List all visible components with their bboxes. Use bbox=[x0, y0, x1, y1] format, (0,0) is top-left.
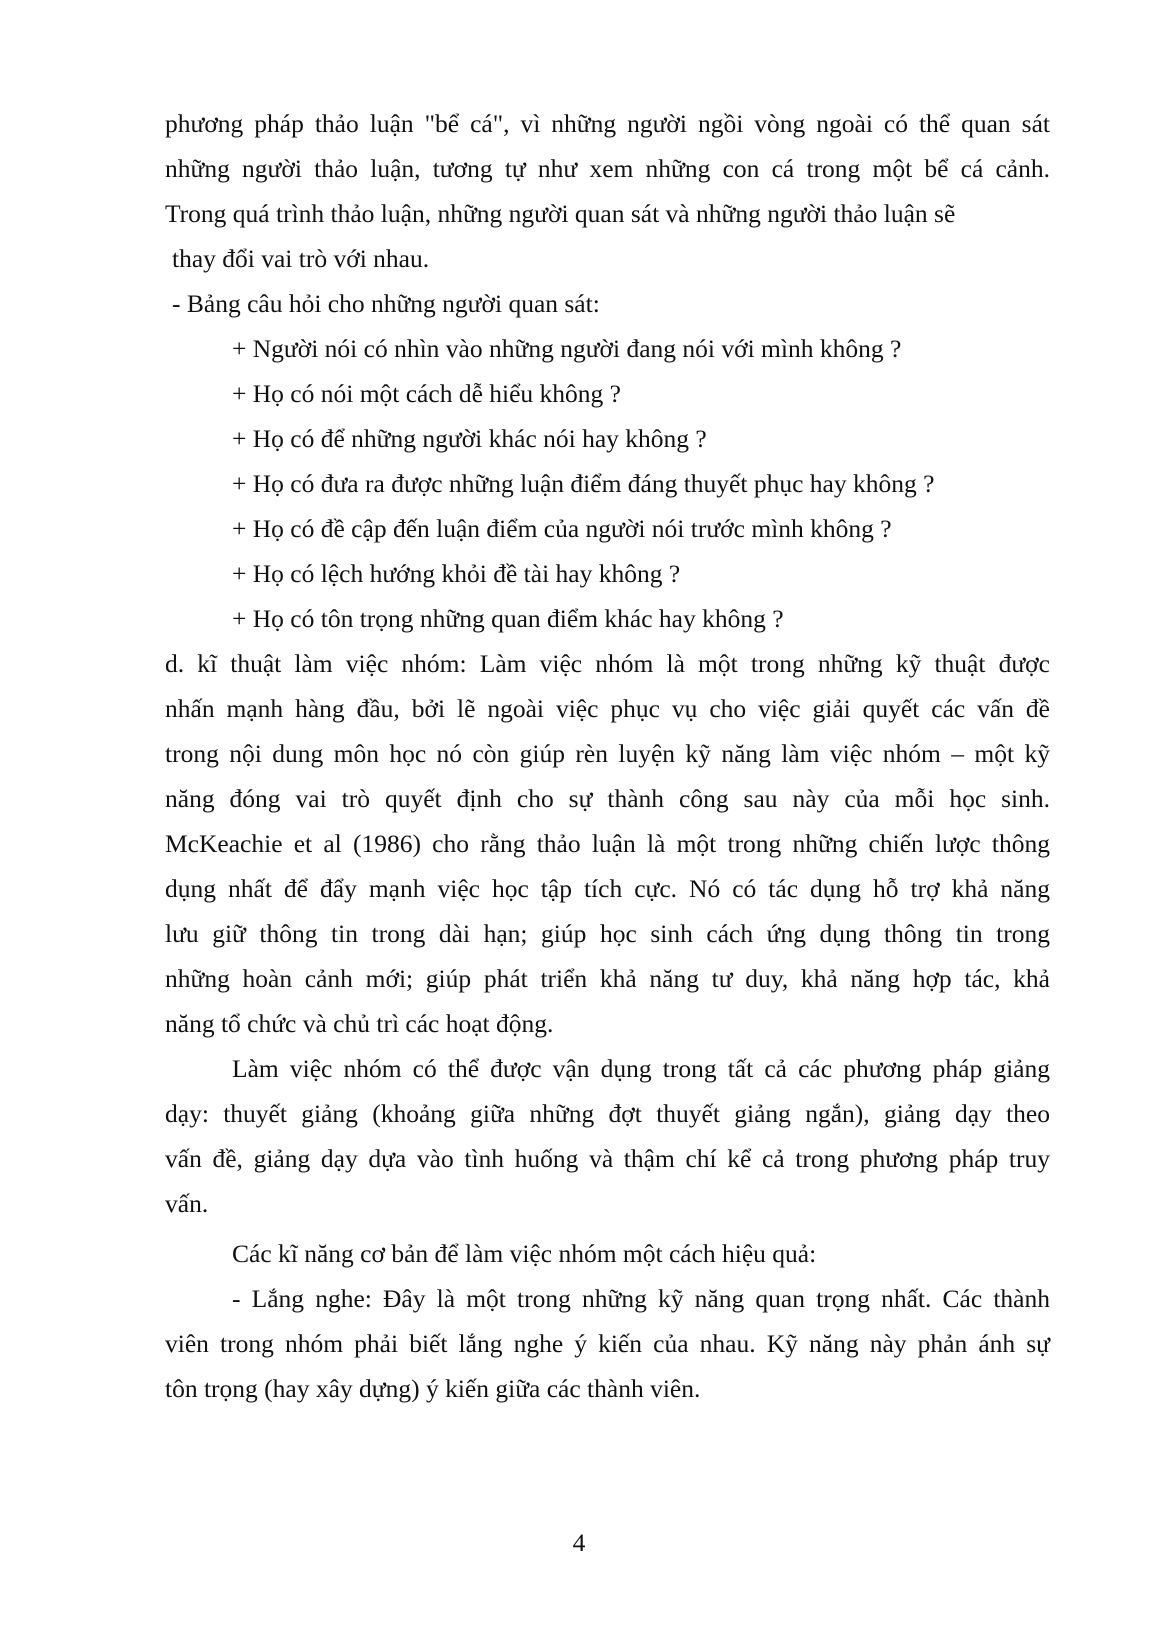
list-item: + Họ có tôn trọng những quan điểm khác hay không ? bbox=[232, 604, 784, 633]
text-line: trong nội dung môn học nó còn giúp rèn luyện kỹ năng làm việc nhóm – một kỹ bbox=[165, 739, 1050, 768]
text-line: tôn trọng (hay xây dựng) ý kiến giữa các thành viên. bbox=[165, 1374, 701, 1403]
text-line: lưu giữ thông tin trong dài hạn; giúp học sinh cách ứng dụng thông tin trong bbox=[165, 919, 1050, 948]
text-line: d. kĩ thuật làm việc nhóm: Làm việc nhóm là một trong những kỹ thuật được bbox=[165, 649, 1050, 678]
text-line: McKeachie et al (1986) cho rằng thảo luận là một trong những chiến lược thông bbox=[165, 829, 1050, 858]
page-number: 4 bbox=[572, 1528, 586, 1557]
text-line: Các kĩ năng cơ bản để làm việc nhóm một cách hiệu quả: bbox=[232, 1239, 817, 1268]
text-line: năng tổ chức và chủ trì các hoạt động. bbox=[165, 1009, 554, 1038]
list-item: + Họ có đề cập đến luận điểm của người nói trước mình không ? bbox=[232, 514, 892, 543]
text-line: dạy: thuyết giảng (khoảng giữa những đợt thuyết giảng ngắn), giảng dạy theo bbox=[165, 1099, 1050, 1128]
text-line: thay đổi vai trò với nhau. bbox=[172, 244, 430, 273]
list-item: + Họ có lệch hướng khỏi đề tài hay không ? bbox=[232, 559, 681, 588]
text-line: Làm việc nhóm có thể được vận dụng trong tất cả các phương pháp giảng bbox=[232, 1054, 1050, 1083]
text-line: phương pháp thảo luận "bể cá", vì những người ngồi vòng ngoài có thể quan sát bbox=[165, 109, 1050, 138]
text-line: vấn. bbox=[165, 1189, 209, 1218]
list-item: + Họ có để những người khác nói hay không ? bbox=[232, 424, 707, 453]
text-line: nhấn mạnh hàng đầu, bởi lẽ ngoài việc phục vụ cho việc giải quyết các vấn đề bbox=[165, 694, 1050, 723]
text-line: những người thảo luận, tương tự như xem những con cá trong một bể cá cảnh. bbox=[165, 154, 1050, 183]
list-item: + Họ có đưa ra được những luận điểm đáng thuyết phục hay không ? bbox=[232, 469, 935, 498]
text-line: vấn đề, giảng dạy dựa vào tình huống và thậm chí kể cả trong phương pháp truy bbox=[165, 1144, 1050, 1173]
text-line: những hoàn cảnh mới; giúp phát triển khả năng tư duy, khả năng hợp tác, khả bbox=[165, 964, 1050, 993]
text-line: dụng nhất để đẩy mạnh việc học tập tích cực. Nó có tác dụng hỗ trợ khả năng bbox=[165, 874, 1050, 903]
list-item: + Người nói có nhìn vào những người đang nói với mình không ? bbox=[232, 334, 902, 363]
list-item: + Họ có nói một cách dễ hiểu không ? bbox=[232, 379, 621, 408]
text-line: năng đóng vai trò quyết định cho sự thành công sau này của mỗi học sinh. bbox=[165, 784, 1050, 813]
text-line: - Lắng nghe: Đây là một trong những kỹ năng quan trọng nhất. Các thành bbox=[232, 1284, 1050, 1313]
text-line: viên trong nhóm phải biết lắng nghe ý kiến của nhau. Kỹ năng này phản ánh sự bbox=[165, 1329, 1050, 1358]
text-line: - Bảng câu hỏi cho những người quan sát: bbox=[172, 289, 600, 318]
text-line: Trong quá trình thảo luận, những người quan sát và những người thảo luận sẽ bbox=[165, 199, 956, 228]
